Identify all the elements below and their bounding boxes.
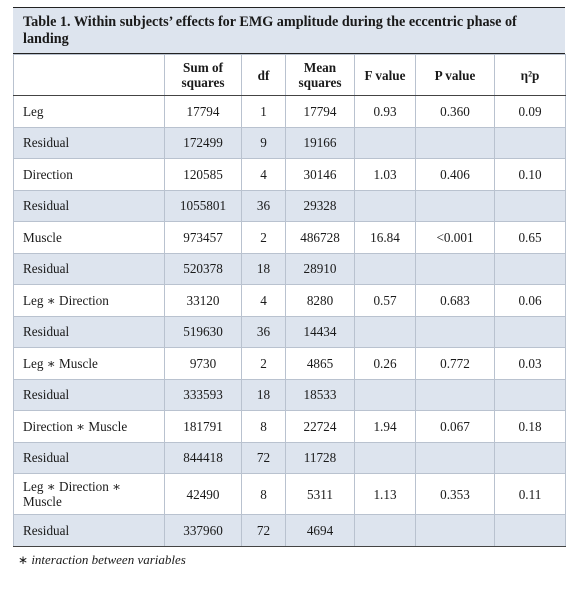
table-row [14, 222, 566, 254]
cell-df: 18 [242, 253, 286, 285]
table-row [14, 442, 566, 474]
cell-eta-squared: 0.10 [495, 159, 566, 191]
footnote-text: interaction between variables [31, 551, 186, 567]
cell-eta-squared: 0.65 [495, 222, 566, 254]
cell-mean-squares: 30146 [286, 159, 355, 191]
cell-sum-squares: 33120 [165, 285, 242, 317]
cell-sum-squares: 17794 [165, 96, 242, 128]
cell-sum-squares: 172499 [165, 127, 242, 159]
cell-p-value: 0.683 [416, 285, 495, 317]
cell-f-value [355, 379, 416, 411]
cell-p-value [416, 379, 495, 411]
cell-effect: Residual [14, 127, 165, 159]
cell-effect: Muscle [14, 222, 165, 254]
header-df: df [242, 55, 286, 96]
cell-df: 2 [242, 222, 286, 254]
cell-effect: Residual [14, 316, 165, 348]
table-row [14, 348, 566, 380]
cell-df: 4 [242, 285, 286, 317]
cell-df: 36 [242, 316, 286, 348]
cell-eta-squared [495, 253, 566, 285]
cell-sum-squares: 181791 [165, 411, 242, 443]
cell-mean-squares: 22724 [286, 411, 355, 443]
cell-eta-squared: 0.18 [495, 411, 566, 443]
table-row [14, 127, 566, 159]
header-sum-squares-line2: squares [181, 75, 225, 90]
cell-mean-squares: 29328 [286, 190, 355, 222]
table-caption: Table 1. Within subjects’ effects for EMG amplitude during the eccentric phase of landing [13, 8, 565, 54]
table-row [14, 159, 566, 191]
cell-df: 8 [242, 411, 286, 443]
cell-eta-squared [495, 316, 566, 348]
cell-mean-squares: 5311 [286, 474, 355, 515]
header-sum-squares-line1: Sum of [183, 60, 223, 75]
cell-p-value [416, 316, 495, 348]
cell-df: 72 [242, 515, 286, 547]
cell-eta-squared: 0.03 [495, 348, 566, 380]
cell-eta-squared [495, 442, 566, 474]
header-p-value: P value [416, 55, 495, 96]
cell-eta-squared [495, 127, 566, 159]
cell-f-value: 0.57 [355, 285, 416, 317]
cell-df: 4 [242, 159, 286, 191]
table-footnote [13, 547, 565, 568]
cell-f-value [355, 442, 416, 474]
cell-effect: Direction ∗ Muscle [14, 411, 165, 443]
cell-f-value: 1.03 [355, 159, 416, 191]
cell-p-value: 0.772 [416, 348, 495, 380]
cell-mean-squares: 4865 [286, 348, 355, 380]
cell-mean-squares: 11728 [286, 442, 355, 474]
cell-sum-squares: 520378 [165, 253, 242, 285]
cell-effect: Direction [14, 159, 165, 191]
header-f-value: F value [355, 55, 416, 96]
cell-f-value [355, 253, 416, 285]
cell-f-value: 0.26 [355, 348, 416, 380]
footnote-symbol: ∗ [18, 552, 29, 567]
cell-mean-squares: 28910 [286, 253, 355, 285]
cell-eta-squared [495, 515, 566, 547]
table-row [14, 411, 566, 443]
cell-p-value: 0.067 [416, 411, 495, 443]
table-body [14, 96, 566, 547]
cell-f-value [355, 190, 416, 222]
header-sum-squares [165, 55, 242, 96]
cell-f-value [355, 127, 416, 159]
cell-mean-squares: 486728 [286, 222, 355, 254]
cell-p-value [416, 253, 495, 285]
cell-p-value [416, 190, 495, 222]
cell-f-value [355, 515, 416, 547]
table-row [14, 379, 566, 411]
table-row [14, 96, 566, 128]
cell-effect: Residual [14, 190, 165, 222]
cell-eta-squared [495, 190, 566, 222]
cell-mean-squares: 14434 [286, 316, 355, 348]
cell-sum-squares: 120585 [165, 159, 242, 191]
cell-eta-squared [495, 379, 566, 411]
cell-effect: Residual [14, 253, 165, 285]
table-row [14, 285, 566, 317]
cell-sum-squares: 9730 [165, 348, 242, 380]
cell-sum-squares: 333593 [165, 379, 242, 411]
cell-effect: Leg ∗ Muscle [14, 348, 165, 380]
cell-mean-squares: 8280 [286, 285, 355, 317]
cell-effect: Leg [14, 96, 165, 128]
cell-mean-squares: 17794 [286, 96, 355, 128]
cell-p-value: 0.406 [416, 159, 495, 191]
cell-df: 2 [242, 348, 286, 380]
cell-sum-squares: 337960 [165, 515, 242, 547]
cell-mean-squares: 19166 [286, 127, 355, 159]
cell-sum-squares: 519630 [165, 316, 242, 348]
cell-sum-squares: 973457 [165, 222, 242, 254]
table-row [14, 515, 566, 547]
cell-effect: Leg ∗ Direction [14, 285, 165, 317]
header-effect [14, 55, 165, 96]
cell-effect: Leg ∗ Direction ∗ Muscle [14, 474, 165, 515]
cell-sum-squares: 42490 [165, 474, 242, 515]
table-row [14, 474, 566, 515]
cell-f-value [355, 316, 416, 348]
cell-f-value: 1.94 [355, 411, 416, 443]
anova-table-card [13, 7, 565, 568]
cell-df: 72 [242, 442, 286, 474]
cell-eta-squared: 0.09 [495, 96, 566, 128]
cell-df: 36 [242, 190, 286, 222]
cell-df: 1 [242, 96, 286, 128]
cell-df: 9 [242, 127, 286, 159]
table-row [14, 190, 566, 222]
cell-p-value: 0.353 [416, 474, 495, 515]
cell-eta-squared: 0.11 [495, 474, 566, 515]
cell-f-value: 16.84 [355, 222, 416, 254]
table-row [14, 253, 566, 285]
table-row [14, 316, 566, 348]
cell-sum-squares: 844418 [165, 442, 242, 474]
cell-effect: Residual [14, 442, 165, 474]
cell-f-value: 0.93 [355, 96, 416, 128]
cell-p-value [416, 442, 495, 474]
cell-p-value [416, 127, 495, 159]
cell-effect: Residual [14, 379, 165, 411]
cell-df: 8 [242, 474, 286, 515]
cell-df: 18 [242, 379, 286, 411]
cell-mean-squares: 4694 [286, 515, 355, 547]
cell-effect: Residual [14, 515, 165, 547]
header-mean-squares [286, 55, 355, 96]
header-eta-squared: η²p [495, 55, 566, 96]
cell-p-value [416, 515, 495, 547]
cell-mean-squares: 18533 [286, 379, 355, 411]
cell-sum-squares: 1055801 [165, 190, 242, 222]
cell-p-value: <0.001 [416, 222, 495, 254]
anova-table [13, 54, 566, 547]
cell-f-value: 1.13 [355, 474, 416, 515]
header-row [14, 55, 566, 96]
header-mean-squares-line1: Mean [303, 60, 337, 75]
cell-p-value: 0.360 [416, 96, 495, 128]
cell-eta-squared: 0.06 [495, 285, 566, 317]
header-mean-squares-line2: squares [298, 75, 342, 90]
